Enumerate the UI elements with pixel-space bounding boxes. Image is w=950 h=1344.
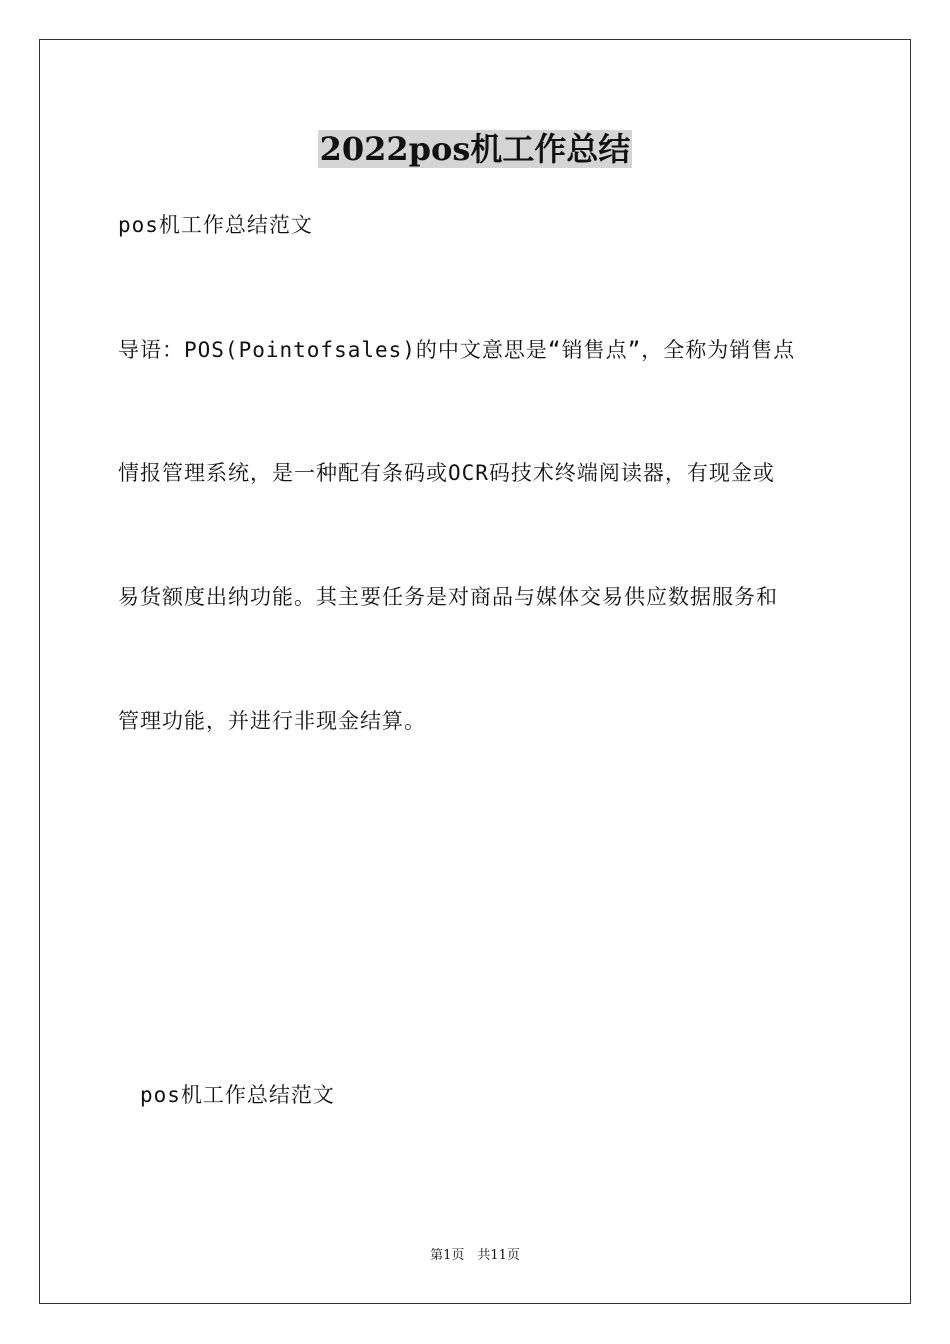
- document-subtitle: pos机工作总结范文: [118, 213, 313, 237]
- paragraph-line-3: 易货额度出纳功能。其主要任务是对商品与媒体交易供应数据服务和: [118, 585, 778, 609]
- document-title: [0, 128, 950, 170]
- paragraph-line-1: 导语：POS(Pointofsales)的中文意思是“销售点”，全称为销售点: [118, 338, 796, 362]
- paragraph-line-2: 情报管理系统，是一种配有条码或OCR码技术终端阅读器，有现金或: [118, 461, 775, 485]
- page-number-footer: 第1页 共11页: [430, 1248, 520, 1263]
- paragraph-line-4: 管理功能，并进行非现金结算。: [118, 709, 426, 733]
- section-heading: pos机工作总结范文: [140, 1083, 335, 1107]
- document-title-text: 2022pos机工作总结: [319, 130, 631, 168]
